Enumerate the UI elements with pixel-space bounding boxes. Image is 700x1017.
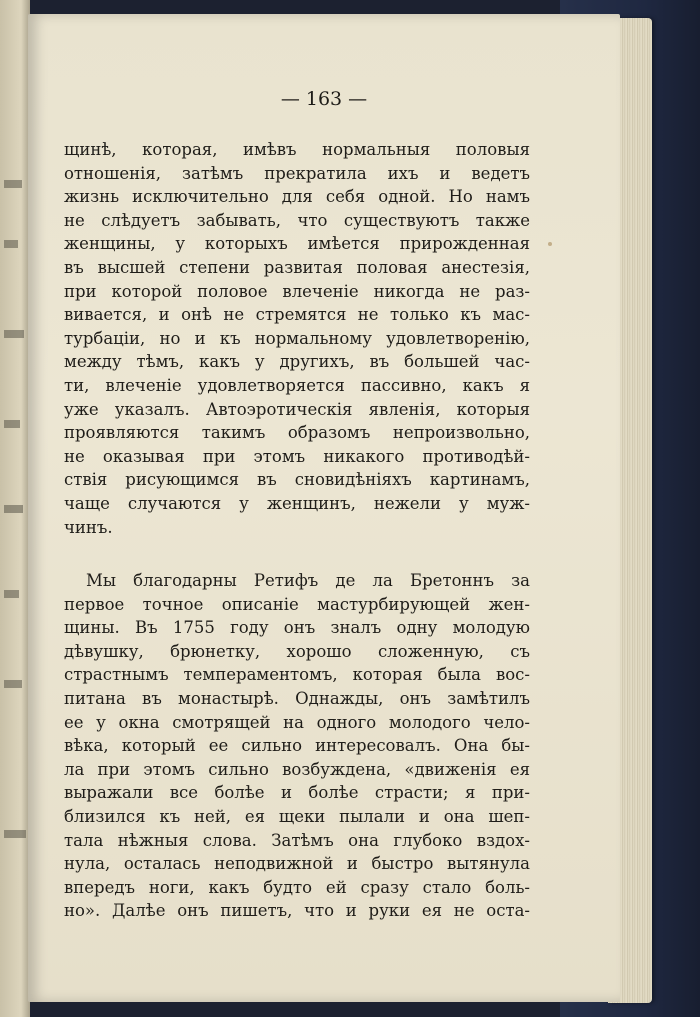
text-line: тала нѣжныя слова. Затѣмъ она глубоко вздох- [64,830,530,850]
page-number: — 163 — [280,88,368,110]
book-page [28,14,620,1002]
facing-page-edge [0,0,30,1017]
page-text [64,138,530,923]
paper-spot [548,242,552,246]
text-line: впередъ ноги, какъ будто ей сразу стало боль- [64,877,530,897]
text-line: вѣка, который ее сильно интересовалъ. Она бы- [64,736,530,756]
text-line: страстнымъ темпераментомъ, которая была вос- [64,665,530,685]
text-line: но». Далѣе онъ пишетъ, что и руки ея не оста- [64,901,530,921]
text-line: щинѣ, которая, имѣвъ нормальныя половыя [64,140,530,159]
text-line: первое точное описаніе мастурбирующей жен- [64,594,530,614]
text-line: ее у окна смотрящей на одного молодого чело- [64,712,530,732]
text-line: при которой половое влеченіе никогда не раз- [64,281,530,301]
text-line: чинъ. [64,517,113,537]
text-line: проявляются такимъ образомъ непроизвольно, [64,423,530,443]
text-line: близился къ ней, ея щеки пылали и она шеп- [64,807,530,827]
text-line: выражали все болѣе и болѣе страсти; я при- [64,783,530,803]
text-line: между тѣмъ, какъ у другихъ, въ большей час- [64,352,530,372]
text-line: ти, влеченіе удовлетворяется пассивно, какъ я [64,375,530,395]
text-line: уже указалъ. Автоэротическія явленія, которыя [64,399,530,419]
text-line: женщины, у которыхъ имѣется прирожденная [64,234,530,254]
text-line: питана въ монастырѣ. Однажды, онъ замѣтилъ [64,689,530,709]
paragraph-gap [64,539,530,569]
text-line: дѣвушку, брюнетку, хорошо сложенную, съ [64,641,530,661]
text-line: ла при этомъ сильно возбуждена, «движенія ея [64,759,530,779]
text-line: не оказывая при этомъ никакого противодѣй- [64,446,530,466]
text-line: не слѣдуетъ забывать, что существуютъ также [64,210,530,230]
paragraph [64,138,530,539]
text-line: въ высшей степени развитая половая анестезія, [64,257,530,277]
text-line: нула, осталась неподвижной и быстро вытянула [64,854,530,874]
text-line: жизнь исключительно для себя одной. Но намъ [64,187,530,207]
text-line: отношенія, затѣмъ прекратила ихъ и ведетъ [64,163,530,183]
paragraph [64,569,530,923]
text-line: турбаціи, но и къ нормальному удовлетворенію, [64,328,530,348]
text-line: вивается, и онѣ не стремятся не только къ мас- [64,305,530,325]
text-line: ствія рисующимся въ сновидѣніяхъ картинамъ, [64,470,530,490]
text-line: щины. Въ 1755 году онъ зналъ одну молодую [64,618,530,638]
text-line: чаще случаются у женщинъ, нежели у муж- [64,493,530,513]
text-line: Мы благодарны Ретифъ де ла Бретоннъ за [86,571,530,591]
